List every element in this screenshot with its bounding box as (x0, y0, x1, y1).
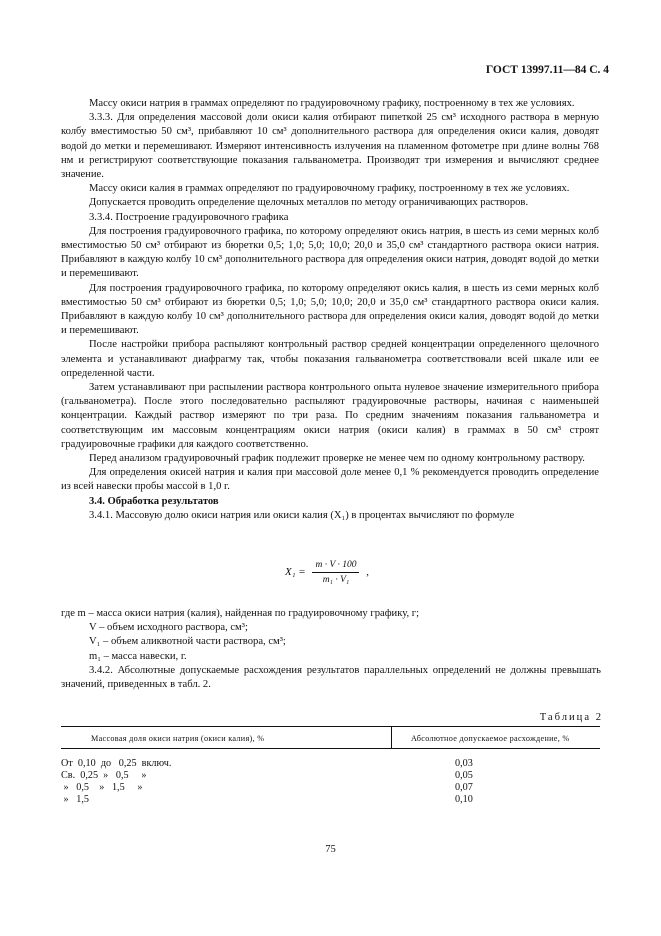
table-cell-value: 0,05 (455, 770, 473, 781)
definition: V – объем исходного раствора, см³; (89, 622, 248, 634)
section-heading: 3.4. Обработка результатов (89, 495, 219, 507)
table-caption: Таблица 2 (539, 712, 603, 723)
paragraph: Для построения градуировочного графика, по которому определяют окись калия, в шесть из семи мерных колб вместимостью 50 см³ отбирают из бюретки 0,5; 1,0; 5,0; 10,0; 20,0 и 35,0 см³ стандартного раствора окиси калия. Прибавляют в каждую колбу 10 см³ дополнительного раствора для определения окиси калия, доводят водой до метки и перемешивают. (61, 282, 599, 337)
table-cell-value: 0,07 (455, 782, 473, 793)
paragraph: Для построения градуировочного графика, по которому определяют окись натрия, в шесть из семи мерных колб вместимостью 50 см³ отбирают из бюретки 0,5; 1,0; 5,0; 10,0; 20,0 и 35,0 см³ стандартного раствора окиси натрия. Прибавляют в каждую колбу 10 см³ дополнительного раствора для определения окиси натрия, доводят водой до метки и перемешивают. (61, 225, 599, 280)
definition: где m – масса окиси натрия (калия), найденная по градуировочному графику, г; (61, 608, 420, 619)
formula-numerator: m · V · 100 (312, 560, 359, 573)
table-rule (61, 748, 600, 749)
table-cell-range: Св. 0,25 » 0,5 » (61, 770, 147, 781)
body-text (61, 97, 599, 523)
table-cell-range: » 0,5 » 1,5 » (61, 782, 143, 793)
table-row (61, 770, 600, 782)
formula-tail: , (366, 566, 369, 579)
formula-denominator: m₁ · V₁ (322, 575, 350, 585)
table-row (61, 794, 600, 806)
formula-fraction (312, 560, 359, 585)
table-row (61, 782, 600, 794)
paragraph: Затем устанавливают при распылении раствора контрольного опыта нулевое значение измерительного прибора (гальванометра). После этого последовательно распыляют градуировочные растворы, начиная с наименьшей концентрации. Каждый раствор измеряют по три раза. По средним значениям показания гальванометра и соответствующим им массовым концентрациям окиси натрия (окиси калия) в граммах в 50 см³ строят градуировочные графики для каждого соответственно. (61, 382, 599, 450)
formula (285, 560, 369, 585)
paragraph: Массу окиси натрия в граммах определяют по градуировочному графику, построенному в тех же условиях. (89, 98, 575, 109)
paragraph: Перед анализом градуировочный график подлежит проверке не менее чем по одному контрольному раствору. (89, 453, 585, 465)
definition: m₁ – масса навески, г. (89, 650, 187, 662)
formula-equals: = (298, 566, 306, 579)
formula-lhs: X₁ (285, 566, 296, 579)
paragraph: После настройки прибора распыляют контрольный раствор средней концентрации определенного щелочного элемента и устанавливают диафрагму так, чтобы показания гальванометра соответствовали всей шкале или ее определенной части. (61, 339, 599, 379)
paragraph: 3.4.2. Абсолютные допускаемые расхождения результатов параллельных определений не должны превышать значений, приведенных в табл. 2. (61, 664, 601, 691)
table-header-col2: Абсолютное допускаемое расхождение, % (411, 734, 570, 743)
definition: V₁ – объем аликвотной части раствора, см³; (89, 636, 286, 648)
table-cell-value: 0,03 (455, 758, 473, 769)
paragraph: Допускается проводить определение щелочных металлов по методу ограничивающих растворов. (89, 197, 529, 209)
table-rule (61, 726, 600, 727)
variable-definitions (61, 607, 601, 692)
table-divider (391, 726, 392, 748)
paragraph: 3.3.3. Для определения массовой доли окиси калия отбирают пипеткой 25 см³ исходного раствора в мерную колбу вместимостью 50 см³, прибавляют 10 см³ дополнительного раствора для определения окиси калия, доводят водой до метки и перемешивают. Измеряют интенсивность излучения на пламенном фотометре при длине волны 768 нм и регистрируют соответствующие показания гальванометра. Производят три измерения и вычисляют среднее значение. (61, 112, 599, 181)
page-number: 75 (325, 844, 336, 855)
paragraph: 3.4.1. Массовую долю окиси натрия или окиси калия (X₁) в процентах вычисляют по формуле (89, 509, 515, 521)
table-cell-range: От 0,10 до 0,25 включ. (61, 758, 172, 769)
page-header: ГОСТ 13997.11—84 С. 4 (485, 64, 609, 76)
paragraph: 3.3.4. Построение градуировочного графика (89, 211, 289, 223)
table-cell-value: 0,10 (455, 794, 473, 805)
table-header-col1: Массовая доля окиси натрия (окиси калия), % (91, 734, 265, 743)
paragraph: Массу окиси калия в граммах определяют по градуировочному графику, построенному в тех же условиях. (89, 183, 570, 195)
table-cell-range: » 1,5 (61, 794, 90, 805)
paragraph: Для определения окисей натрия и калия при массовой доле менее 0,1 % рекомендуется проводить определение из всей навески пробы массой в 1,0 г. (61, 467, 599, 493)
table-row (61, 758, 600, 770)
